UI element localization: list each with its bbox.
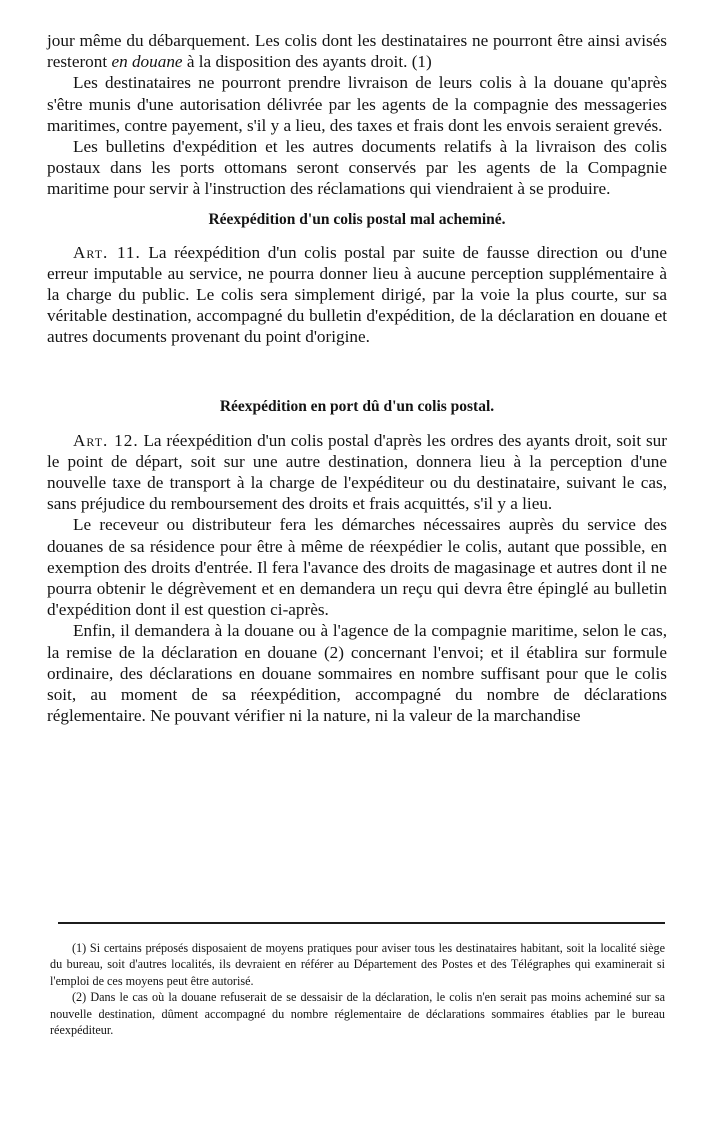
paragraph-livraison: Les destinataires ne pourront prendre livraison de leurs colis à la douane qu'après s'être munis d'une autorisation délivrée par les agents de la compagnie des messageries maritimes, contre payement, s'il y a lieu, des taxes et frais dont les envois seraient grevés. [47,73,667,135]
article-12-text: La réexpédition d'un colis postal d'après les ordres des ayants droit, soit sur le point de départ, soit sur une autre destination, donnera lieu à la perception d'une nouvelle taxe de transport à la charge de l'expéditeur ou du destinataire, suivant le cas, sans préjudice du remboursement des droits et frais acquittés, s'il y a lieu. [47,430,668,514]
footnote-2: (2) Dans le cas où la douane refuserait de se dessaisir de la déclaration, le colis n'en serait pas moins acheminé sur sa nouvelle destination, dûment accompagné du nombre réglementaire de déclarations sommaires établies par le bureau réexpéditeur. [50,990,665,1038]
paragraph-bulletins: Les bulletins d'expédition et les autres documents relatifs à la livraison des colis postaux dans les ports ottomans seront conservés par les agents de la Compagnie maritime pour servir à l'instruction des réclamations qui viendraient à se produire. [47,137,667,199]
section-heading-mal-achemine: Réexpédition d'un colis postal mal acheminé. [208,210,506,228]
footnote-divider [58,922,665,924]
article-11-label: Art. 11. [73,242,141,262]
footnotes [50,940,665,1038]
paragraph-enfin: Enfin, il demandera à la douane ou à l'agence de la compagnie maritime, selon le cas, la remise de la déclaration en douane (2) concernant l'envoi; et il établira sur formule ordinaire, des déclarations en douane sommaires en nombre suffisant pour que le colis soit, au moment de sa réexpédition, accompagné du nombre de déclarations réglementaire. Ne pouvant vérifier ni la nature, ni la valeur de la marchandise [47,621,667,726]
paragraph-debarquement: jour même du débarquement. Les colis dont les destinataires ne pourront être ainsi avisés resteront en douane à la disposition des ayants droit. (1) [47,31,667,72]
article-11 [47,242,667,348]
article-12-label: Art. 12. [73,430,139,450]
article-11-text: La réexpédition d'un colis postal par suite de fausse direction ou d'une erreur imputable au service, ne pourra donner lieu à aucune perception supplémentaire à la charge du public. Le colis sera simplement dirigé, par la voie la plus courte, sur sa véritable destination, accompagné du bulletin d'expédition, de la déclaration en douane et autres documents provenant du point d'origine. [47,242,668,347]
paragraph-receveur: Le receveur ou distributeur fera les démarches nécessaires auprès du service des douanes de sa résidence pour être à même de réexpédier le colis, autant que possible, en exemption des droits d'entrée. Il fera l'avance des droits de magasinage et autres dont il ne pourra obtenir le dégrèvement et en demandera un reçu qui devra être épinglé au bulletin d'expédition dont il est question ci-après. [47,515,667,620]
page-body [47,30,667,726]
footnote-1: (1) Si certains préposés disposaient de moyens pratiques pour aviser tous les destinataires habitant, soit la localité siège du bureau, soit d'autres localités, ils devraient en référer au Département des Postes et des Télégraphes qui examinerait si l'emploi de ces moyens peut être autorisé. [50,941,665,988]
section-heading-port-du: Réexpédition en port dû d'un colis postal. [219,397,495,415]
emphasis-en-douane: en douane [111,52,183,72]
article-12 [47,430,667,515]
